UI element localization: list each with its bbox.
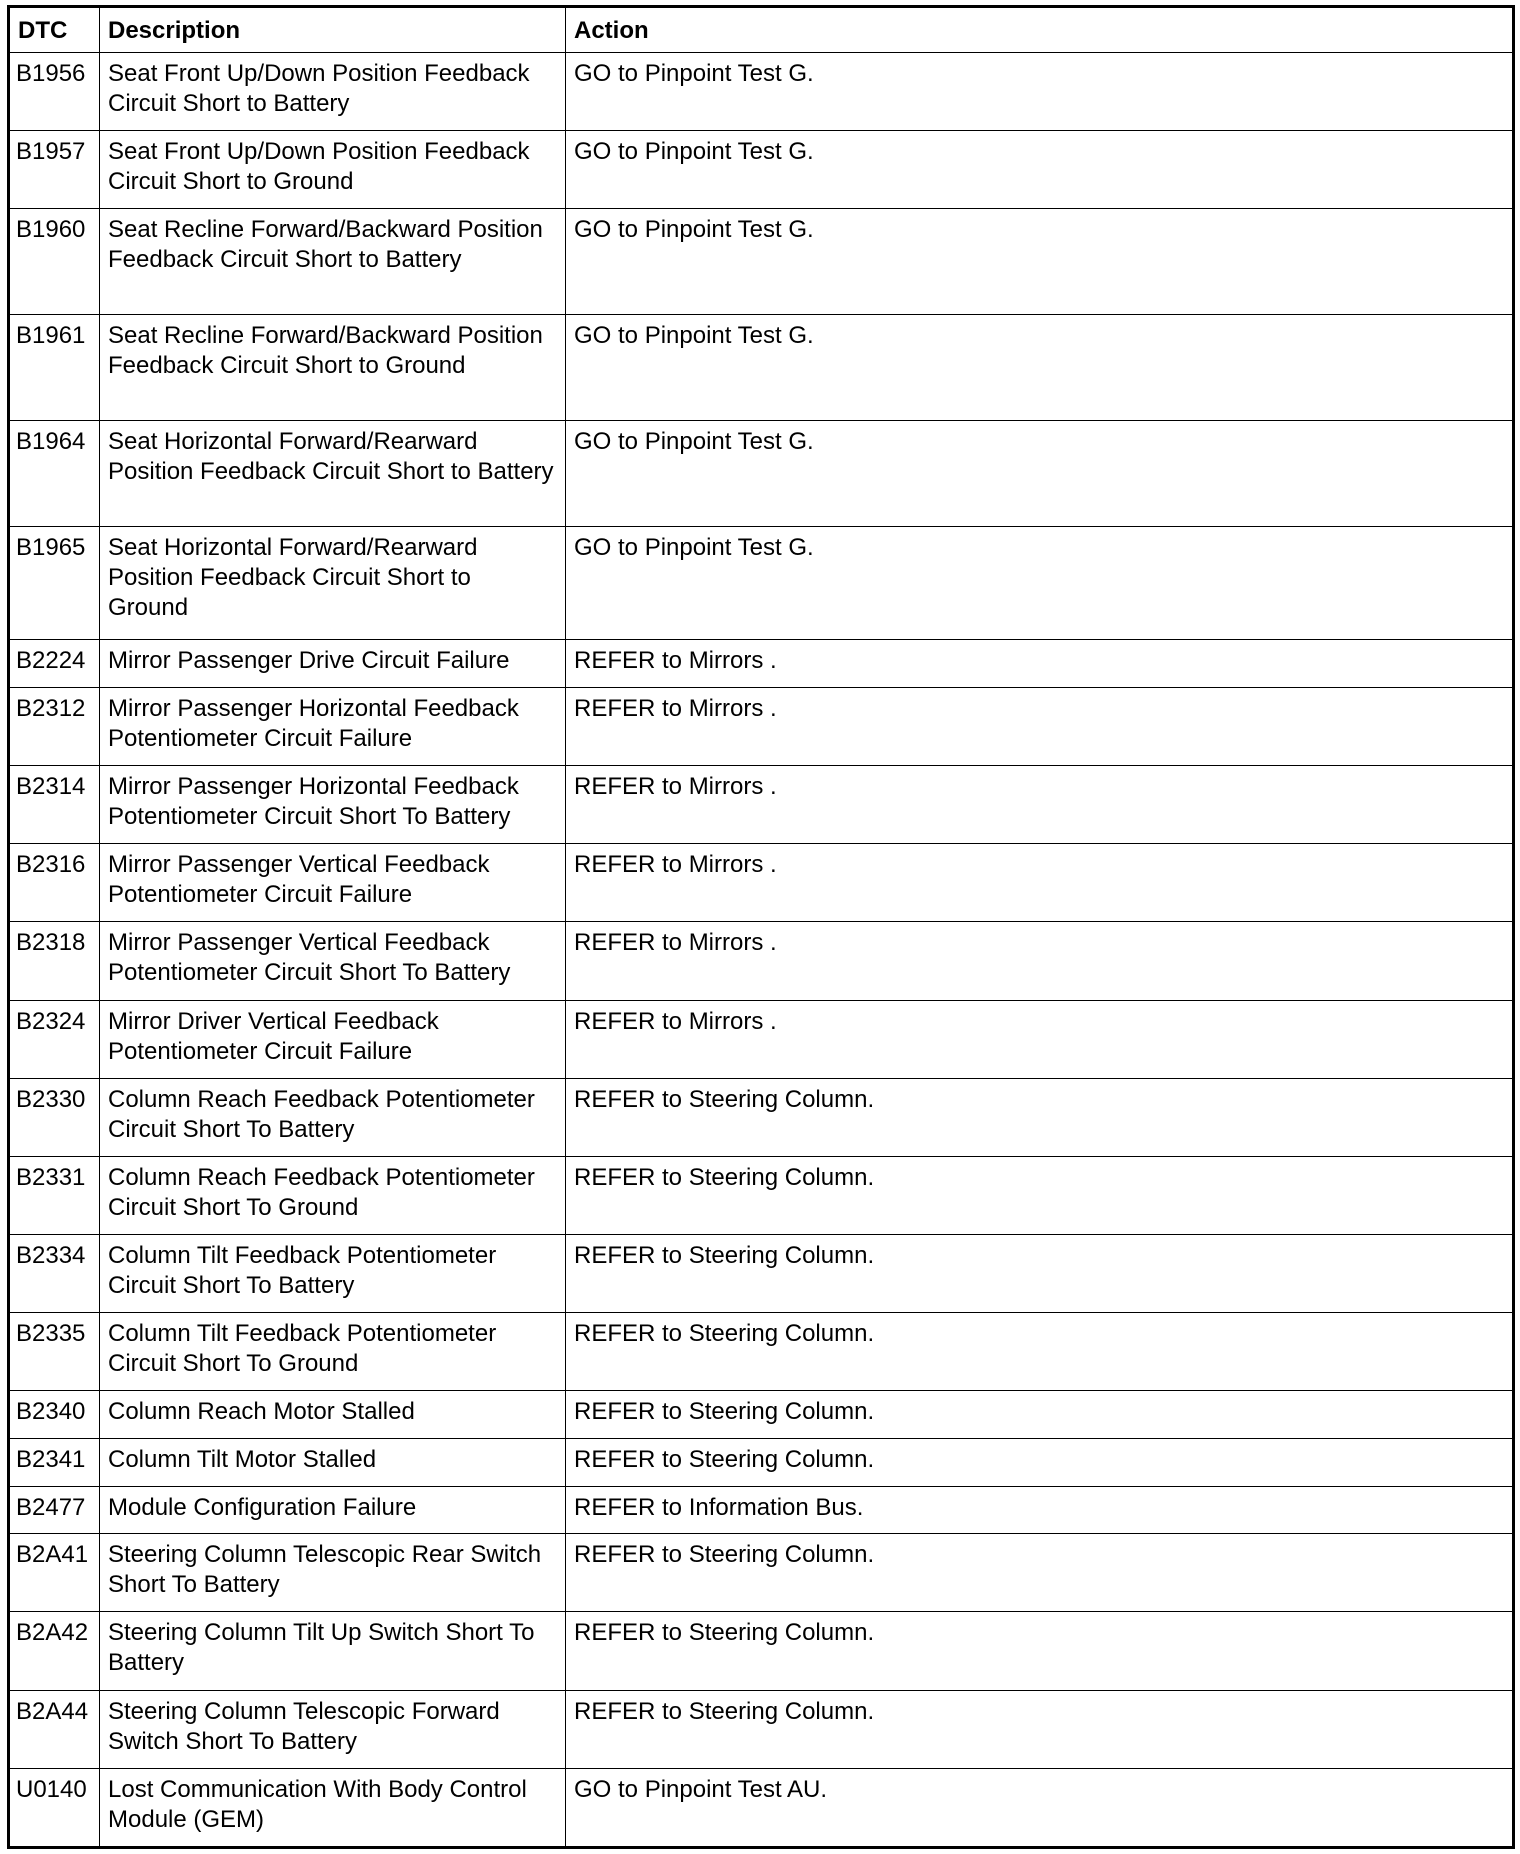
description-cell: Seat Horizontal Forward/Rearward Position Feedback Circuit Short to Battery bbox=[100, 421, 566, 527]
description-cell: Module Configuration Failure bbox=[100, 1486, 566, 1534]
action-cell: GO to Pinpoint Test AU. bbox=[566, 1768, 1514, 1847]
dtc-cell: B1956 bbox=[9, 53, 100, 131]
dtc-cell: B2341 bbox=[9, 1438, 100, 1486]
description-cell: Mirror Passenger Vertical Feedback Potentiometer Circuit Short To Battery bbox=[100, 922, 566, 1000]
dtc-cell: B2331 bbox=[9, 1156, 100, 1234]
table-body bbox=[9, 53, 1514, 1848]
dtc-cell: B2334 bbox=[9, 1234, 100, 1312]
dtc-cell: B2477 bbox=[9, 1486, 100, 1534]
action-cell: REFER to Steering Column. bbox=[566, 1612, 1514, 1690]
table-row bbox=[9, 1391, 1514, 1439]
dtc-cell: B1960 bbox=[9, 209, 100, 315]
dtc-cell: B2324 bbox=[9, 1000, 100, 1078]
description-cell: Column Tilt Feedback Potentiometer Circuit Short To Ground bbox=[100, 1312, 566, 1390]
table-row bbox=[9, 1612, 1514, 1690]
table-row bbox=[9, 922, 1514, 1000]
table-row bbox=[9, 1234, 1514, 1312]
description-cell: Seat Recline Forward/Backward Position Feedback Circuit Short to Battery bbox=[100, 209, 566, 315]
table-row bbox=[9, 315, 1514, 421]
table-row bbox=[9, 844, 1514, 922]
dtc-cell: U0140 bbox=[9, 1768, 100, 1847]
description-cell: Mirror Passenger Horizontal Feedback Potentiometer Circuit Failure bbox=[100, 688, 566, 766]
table-row bbox=[9, 1690, 1514, 1768]
description-cell: Mirror Passenger Drive Circuit Failure bbox=[100, 640, 566, 688]
dtc-cell: B2335 bbox=[9, 1312, 100, 1390]
header-description: Description bbox=[100, 7, 566, 53]
action-cell: REFER to Mirrors . bbox=[566, 688, 1514, 766]
table-row bbox=[9, 640, 1514, 688]
table-row bbox=[9, 688, 1514, 766]
table-row bbox=[9, 1438, 1514, 1486]
description-cell: Lost Communication With Body Control Module (GEM) bbox=[100, 1768, 566, 1847]
dtc-cell: B2318 bbox=[9, 922, 100, 1000]
table-row bbox=[9, 1534, 1514, 1612]
action-cell: GO to Pinpoint Test G. bbox=[566, 527, 1514, 640]
action-cell: REFER to Steering Column. bbox=[566, 1078, 1514, 1156]
description-cell: Column Reach Feedback Potentiometer Circuit Short To Ground bbox=[100, 1156, 566, 1234]
description-cell: Column Tilt Feedback Potentiometer Circuit Short To Battery bbox=[100, 1234, 566, 1312]
description-cell: Mirror Driver Vertical Feedback Potentiometer Circuit Failure bbox=[100, 1000, 566, 1078]
description-cell: Seat Horizontal Forward/Rearward Position Feedback Circuit Short to Ground bbox=[100, 527, 566, 640]
table-row bbox=[9, 53, 1514, 131]
description-cell: Seat Front Up/Down Position Feedback Circuit Short to Ground bbox=[100, 131, 566, 209]
action-cell: REFER to Steering Column. bbox=[566, 1438, 1514, 1486]
table-row bbox=[9, 131, 1514, 209]
description-cell: Steering Column Tilt Up Switch Short To Battery bbox=[100, 1612, 566, 1690]
dtc-cell: B1961 bbox=[9, 315, 100, 421]
description-cell: Steering Column Telescopic Rear Switch Short To Battery bbox=[100, 1534, 566, 1612]
description-cell: Steering Column Telescopic Forward Switch Short To Battery bbox=[100, 1690, 566, 1768]
description-cell: Column Reach Motor Stalled bbox=[100, 1391, 566, 1439]
action-cell: REFER to Mirrors . bbox=[566, 922, 1514, 1000]
header-action: Action bbox=[566, 7, 1514, 53]
action-cell: REFER to Steering Column. bbox=[566, 1391, 1514, 1439]
dtc-cell: B2314 bbox=[9, 766, 100, 844]
action-cell: REFER to Mirrors . bbox=[566, 766, 1514, 844]
dtc-cell: B1964 bbox=[9, 421, 100, 527]
table-row bbox=[9, 1768, 1514, 1847]
action-cell: REFER to Steering Column. bbox=[566, 1156, 1514, 1234]
action-cell: GO to Pinpoint Test G. bbox=[566, 209, 1514, 315]
action-cell: REFER to Steering Column. bbox=[566, 1234, 1514, 1312]
dtc-cell: B2A41 bbox=[9, 1534, 100, 1612]
dtc-table bbox=[7, 5, 1515, 1849]
dtc-cell: B2A42 bbox=[9, 1612, 100, 1690]
dtc-cell: B2224 bbox=[9, 640, 100, 688]
table-row bbox=[9, 1486, 1514, 1534]
table-row bbox=[9, 1312, 1514, 1390]
action-cell: REFER to Steering Column. bbox=[566, 1534, 1514, 1612]
description-cell: Seat Front Up/Down Position Feedback Circuit Short to Battery bbox=[100, 53, 566, 131]
description-cell: Mirror Passenger Horizontal Feedback Potentiometer Circuit Short To Battery bbox=[100, 766, 566, 844]
table-row bbox=[9, 421, 1514, 527]
action-cell: GO to Pinpoint Test G. bbox=[566, 131, 1514, 209]
table-row bbox=[9, 766, 1514, 844]
action-cell: REFER to Mirrors . bbox=[566, 640, 1514, 688]
table-row bbox=[9, 527, 1514, 640]
description-cell: Column Reach Feedback Potentiometer Circuit Short To Battery bbox=[100, 1078, 566, 1156]
action-cell: GO to Pinpoint Test G. bbox=[566, 53, 1514, 131]
table-header-row bbox=[9, 7, 1514, 53]
dtc-cell: B1965 bbox=[9, 527, 100, 640]
dtc-cell: B2330 bbox=[9, 1078, 100, 1156]
table-row bbox=[9, 209, 1514, 315]
dtc-cell: B2312 bbox=[9, 688, 100, 766]
header-dtc: DTC bbox=[9, 7, 100, 53]
action-cell: REFER to Steering Column. bbox=[566, 1690, 1514, 1768]
description-cell: Mirror Passenger Vertical Feedback Potentiometer Circuit Failure bbox=[100, 844, 566, 922]
description-cell: Seat Recline Forward/Backward Position Feedback Circuit Short to Ground bbox=[100, 315, 566, 421]
action-cell: REFER to Information Bus. bbox=[566, 1486, 1514, 1534]
table-row bbox=[9, 1000, 1514, 1078]
dtc-cell: B2340 bbox=[9, 1391, 100, 1439]
description-cell: Column Tilt Motor Stalled bbox=[100, 1438, 566, 1486]
table-row bbox=[9, 1156, 1514, 1234]
action-cell: REFER to Steering Column. bbox=[566, 1312, 1514, 1390]
dtc-cell: B1957 bbox=[9, 131, 100, 209]
action-cell: REFER to Mirrors . bbox=[566, 1000, 1514, 1078]
dtc-cell: B2316 bbox=[9, 844, 100, 922]
action-cell: GO to Pinpoint Test G. bbox=[566, 315, 1514, 421]
action-cell: GO to Pinpoint Test G. bbox=[566, 421, 1514, 527]
dtc-cell: B2A44 bbox=[9, 1690, 100, 1768]
table-row bbox=[9, 1078, 1514, 1156]
action-cell: REFER to Mirrors . bbox=[566, 844, 1514, 922]
